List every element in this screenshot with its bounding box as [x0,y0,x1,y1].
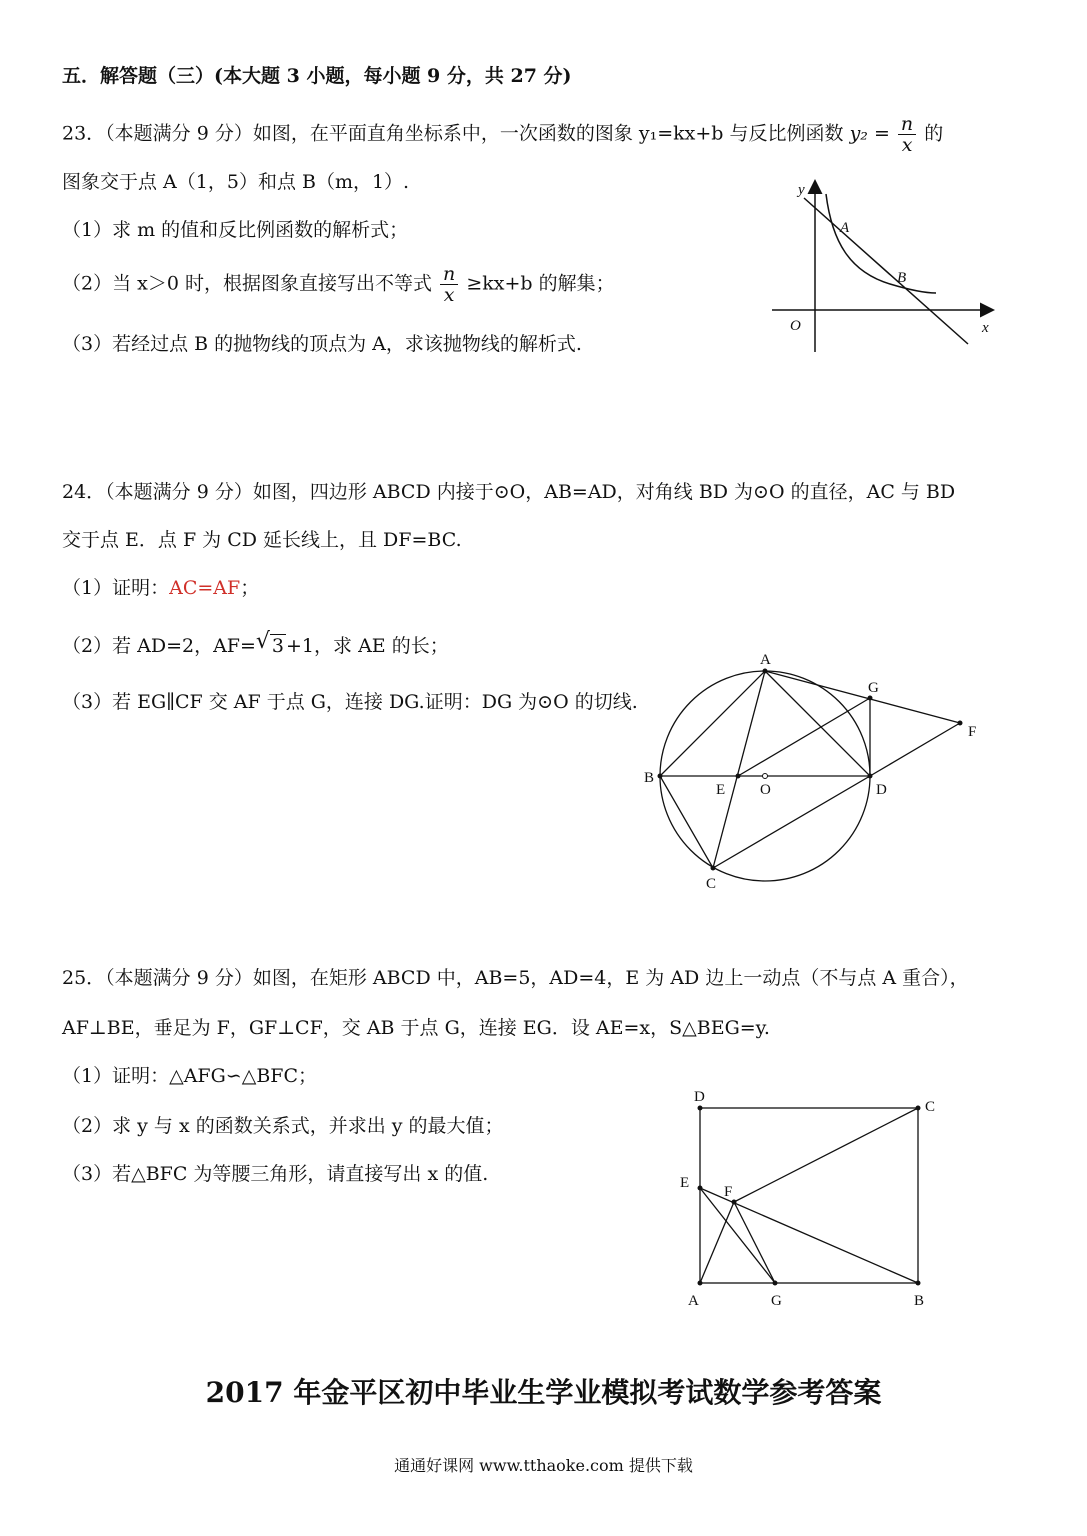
point-e [698,1186,703,1191]
q24-part2-mid: +1 [286,635,315,657]
segment-af [765,671,960,723]
graph-label-x: x [982,320,989,336]
point-f [958,721,963,726]
q25-line1: 25．（本题满分 9 分）如图，在矩形 ABCD 中，AB=5，AD=4，E 为 AD 边上一动点（不与点 A 重合）， [62,967,969,989]
point-d [698,1106,703,1111]
graph-label-y: y [798,182,805,198]
fig24-label-b: B [644,770,655,786]
fig24-label-f: F [968,724,977,740]
radical-sign: √ [255,629,270,654]
q23-line1-tail: 的 [924,122,944,145]
q23-frac-den: x [901,134,913,156]
q23-frac-num: n [898,114,916,135]
hyperbola-curve [826,194,936,293]
fig24-label-d: D [876,782,887,798]
rectangle-abcd [700,1108,918,1283]
section-heading: 五．解答题（三）(本大题 3 小题，每小题 9 分，共 27 分) [62,65,572,87]
fig25-label-g: G [771,1293,782,1309]
q24-part1-suffix: ； [240,577,260,599]
q24-part1-red: AC=AF [169,577,241,599]
q23-part2-fraction [440,264,458,305]
q23-part2-frac-num: n [440,264,458,285]
q24-part2 [62,629,449,658]
point-b [658,774,663,779]
q23-line1-text: 23．（本题满分 9 分）如图，在平面直角坐标系中，一次函数的图象 y₁=kx+b 与反比例函数 [62,122,844,145]
graph-label-a: A [840,220,850,236]
fig25-label-e: E [680,1175,690,1191]
fig25-label-c: C [925,1099,936,1115]
segment-af [700,1202,734,1283]
page-footer: 通通好课网 www.tthaoke.com 提供下载 [394,1456,693,1475]
q23-part1: （1）求 m 的值和反比例函数的解析式； [62,219,409,241]
point-b [916,1281,921,1286]
answer-title: 2017 年金平区初中毕业生学业模拟考试数学参考答案 [205,1376,882,1409]
q23-part2-text: （2）当 x＞0 时，根据图象直接写出不等式 [62,272,432,295]
q23-graph [760,172,1020,362]
graph-label-o: O [790,318,801,334]
q25-line2: AF⊥BE，垂足为 F，GF⊥CF，交 AB 于点 G，连接 EG．设 AE=x，S△BEG=y. [62,1017,770,1039]
point-a [698,1281,703,1286]
segment-df [870,723,960,776]
q23-part2-frac-den: x [443,284,455,306]
q24-line2: 交于点 E．点 F 为 CD 延长线上，且 DF=BC. [62,529,462,551]
q25-part1: （1）证明：△AFG∽△BFC； [62,1065,317,1087]
q25-part3: （3）若△BFC 为等腰三角形，请直接写出 x 的值. [62,1163,489,1185]
q23-part2 [62,264,615,305]
q23-y2: y₂ = [849,122,890,145]
fig24-label-o: O [760,782,771,798]
segment-eg [700,1188,775,1283]
q24-part2-tail: ，求 AE 的长； [314,635,449,657]
point-c [711,866,716,871]
q24-part1-prefix: （1）证明： [62,577,170,599]
fig25-label-a: A [688,1293,699,1309]
graph-label-b: B [897,270,907,286]
radicand: 3 [271,635,285,657]
fig25-label-f: F [724,1184,733,1200]
point-d [868,774,873,779]
q23-part2-tail: ≥kx+b 的解集； [466,272,615,295]
q24-figure [640,648,1000,898]
point-c [916,1106,921,1111]
q25-figure [670,1085,960,1315]
q25-part2: （2）求 y 与 x 的函数关系式，并求出 y 的最大值； [62,1115,504,1137]
q23-fraction [898,114,916,155]
fig24-label-a: A [760,652,771,668]
q23-part3: （3）若经过点 B 的抛物线的顶点为 A，求该抛物线的解析式. [62,333,582,355]
q24-part2-text: （2）若 AD=2，AF= [62,635,256,657]
fig25-label-b: B [914,1293,925,1309]
q23-line2: 图象交于点 A（1，5）和点 B（m，1）. [62,171,410,193]
segment-ac [713,671,765,868]
sqrt-symbol [255,629,286,658]
linear-line [804,198,968,344]
point-f [732,1200,737,1205]
q24-line1: 24．（本题满分 9 分）如图，四边形 ABCD 内接于⊙O，AB=AD，对角线 BD 为⊙O 的直径，AC 与 BD [62,481,956,503]
fig24-label-c: C [706,876,717,892]
q23-line1 [62,114,943,155]
point-g [868,696,873,701]
segment-fg [734,1202,775,1283]
point-e [736,774,741,779]
point-o [763,774,768,779]
fig24-label-g: G [868,680,879,696]
fig24-label-e: E [716,782,726,798]
q24-part3: （3）若 EG∥CF 交 AF 于点 G，连接 DG.证明：DG 为⊙O 的切线. [62,691,638,713]
point-g [773,1281,778,1286]
fig25-label-d: D [694,1089,705,1105]
point-a [763,669,768,674]
q24-part1 [62,576,259,600]
segment-cf [734,1108,918,1202]
